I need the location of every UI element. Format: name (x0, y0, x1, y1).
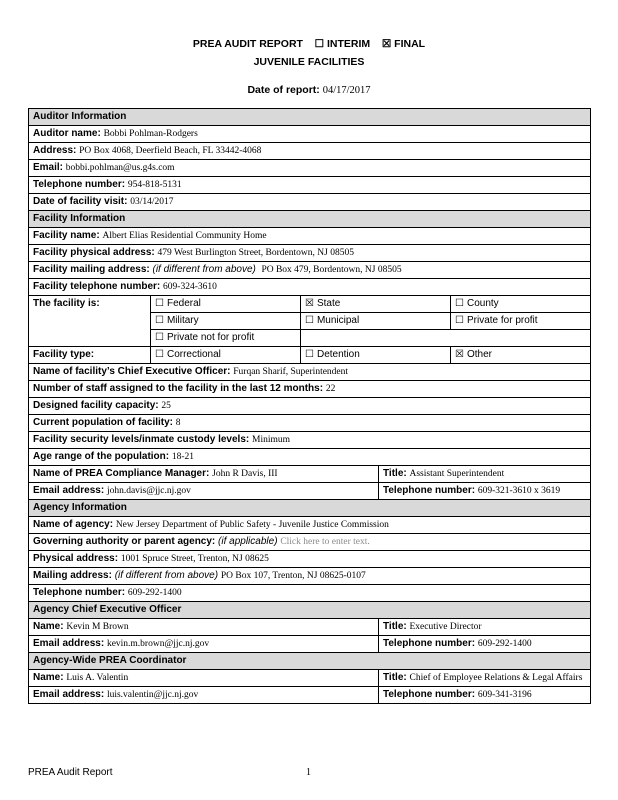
row-facility-ceo: Name of facility’s Chief Executive Officer: Furqan Sharif, Superintendent (29, 364, 591, 381)
coordinator-title-field[interactable]: Chief of Employee Relations & Legal Affairs (409, 673, 583, 683)
staff-count-field[interactable]: 22 (325, 384, 336, 394)
age-range-field[interactable]: 18-21 (171, 452, 195, 462)
row-pcm: Name of PREA Compliance Manager: John R Davis, III Title: Assistant Superintendent (29, 466, 591, 483)
row-age-range: Age range of the population: 18-21 (29, 449, 591, 466)
row-agency-physical: Physical address: 1001 Spruce Street, Trenton, NJ 08625 (29, 551, 591, 568)
row-agency-mailing: Mailing address: (if different from above) PO Box 107, Trenton, NJ 08625-0107 (29, 568, 591, 585)
ceo-name-field[interactable]: Kevin M Brown (66, 622, 129, 632)
row-auditor-phone: Telephone number: 954-818-5131 (29, 177, 591, 194)
pcm-phone-field[interactable]: 609-321-3610 x 3619 (477, 486, 561, 496)
row-auditor-email: Email: bobbi.pohlman@us.g4s.com (29, 160, 591, 177)
report-subtitle: JUVENILE FACILITIES (253, 56, 365, 68)
row-coordinator-contact: Email address: luis.valentin@jjc.nj.gov Telephone number: 609-341-3196 (29, 687, 591, 704)
private-not-for-profit-checkbox[interactable]: ☐ (155, 332, 164, 343)
auditor-phone-field[interactable]: 954-818-5131 (127, 180, 182, 190)
section-agency-ceo: Agency Chief Executive Officer (29, 602, 591, 619)
row-facility-physical: Facility physical address: 479 West Burlington Street, Bordentown, NJ 08505 (29, 245, 591, 262)
federal-checkbox[interactable]: ☐ (155, 298, 164, 309)
auditor-address-field[interactable]: PO Box 4068, Deerfield Beach, FL 33442-4068 (79, 146, 262, 156)
row-staff: Number of staff assigned to the facility in the last 12 months: 22 (29, 381, 591, 398)
pcm-title-field[interactable]: Assistant Superintendent (409, 469, 505, 479)
agency-name-field[interactable]: New Jersey Department of Public Safety - Juvenile Justice Commission (115, 520, 389, 530)
coordinator-phone-field[interactable]: 609-341-3196 (477, 690, 532, 700)
page-number: 1 (306, 767, 311, 778)
security-level-field[interactable]: Minimum (252, 435, 291, 445)
option-municipal[interactable]: ☐ Municipal (301, 313, 451, 330)
coordinator-email-field[interactable]: luis.valentin@jjc.nj.gov (106, 690, 199, 700)
agency-mailing-field[interactable]: PO Box 107, Trenton, NJ 08625-0107 (220, 571, 366, 581)
municipal-checkbox[interactable]: ☐ (305, 315, 314, 326)
option-correctional[interactable]: ☐ Correctional (151, 347, 301, 364)
row-agency-phone: Telephone number: 609-292-1400 (29, 585, 591, 602)
row-facility-name: Facility name: Albert Elias Residential Community Home (29, 228, 591, 245)
row-auditor-visit: Date of facility visit: 03/14/2017 (29, 194, 591, 211)
option-state[interactable]: ☒ State (301, 296, 451, 313)
auditor-email-field[interactable]: bobbi.pohlman@us.g4s.com (65, 163, 175, 173)
row-ceo-contact: Email address: kevin.m.brown@jjc.nj.gov Telephone number: 609-292-1400 (29, 636, 591, 653)
population-field[interactable]: 8 (175, 418, 181, 428)
facility-ceo-field[interactable]: Furqan Sharif, Superintendent (233, 367, 349, 377)
state-checkbox[interactable]: ☒ (305, 298, 314, 309)
row-facility-type: Facility type: ☐ Correctional ☐ Detention ☒ Other (29, 347, 591, 364)
ceo-phone-field[interactable]: 609-292-1400 (477, 639, 532, 649)
row-capacity: Designed facility capacity: 25 (29, 398, 591, 415)
military-checkbox[interactable]: ☐ (155, 315, 164, 326)
pcm-email-field[interactable]: john.davis@jjc.nj.gov (106, 486, 191, 496)
option-detention[interactable]: ☐ Detention (301, 347, 451, 364)
ceo-title-field[interactable]: Executive Director (409, 622, 482, 632)
correctional-checkbox[interactable]: ☐ (155, 349, 164, 360)
ceo-email-field[interactable]: kevin.m.brown@jjc.nj.gov (106, 639, 210, 649)
section-facility: Facility Information (29, 211, 591, 228)
detention-checkbox[interactable]: ☐ (305, 349, 314, 360)
option-other[interactable]: ☒ Other (451, 347, 591, 364)
private-for-profit-checkbox[interactable]: ☐ (455, 315, 464, 326)
other-checkbox[interactable]: ☒ (455, 349, 464, 360)
facility-name-field[interactable]: Albert Elias Residential Community Home (102, 231, 267, 241)
section-auditor: Auditor Information (29, 109, 591, 126)
facility-phone-field[interactable]: 609-324-3610 (163, 282, 217, 292)
report-date: Date of report: 04/17/2017 (247, 84, 371, 96)
footer-label: PREA Audit Report (28, 767, 113, 778)
row-population: Current population of facility: 8 (29, 415, 591, 432)
row-pcm-contact: Email address: john.davis@jjc.nj.gov Telephone number: 609-321-3610 x 3619 (29, 483, 591, 500)
row-governing: Governing authority or parent agency: (if applicable) Click here to enter text. (29, 534, 591, 551)
coordinator-name-field[interactable]: Luis A. Valentin (66, 673, 129, 683)
section-agency: Agency Information (29, 500, 591, 517)
governing-authority-field[interactable]: Click here to enter text. (280, 537, 370, 547)
row-facility-is-1: The facility is: ☐ Federal ☒ State ☐ County (29, 296, 591, 313)
option-county[interactable]: ☐ County (451, 296, 591, 313)
visit-date-field[interactable]: 03/14/2017 (130, 197, 174, 207)
interim-checkbox[interactable]: ☐ (314, 38, 325, 50)
option-private-for-profit[interactable]: ☐ Private for profit (451, 313, 591, 330)
pcm-name-field[interactable]: John R Davis, III (212, 469, 278, 479)
final-checkbox[interactable]: ☒ (381, 38, 392, 50)
row-security: Facility security levels/inmate custody levels: Minimum (29, 432, 591, 449)
facility-physical-field[interactable]: 479 West Burlington Street, Bordentown, NJ 08505 (157, 248, 354, 258)
row-facility-phone: Facility telephone number: 609-324-3610 (29, 279, 591, 296)
row-coordinator-name: Name: Luis A. Valentin Title: Chief of Employee Relations & Legal Affairs (29, 670, 591, 687)
option-private-not-for-profit[interactable]: ☐ Private not for profit (151, 330, 301, 347)
option-military[interactable]: ☐ Military (151, 313, 301, 330)
facility-mailing-field[interactable]: PO Box 479, Bordentown, NJ 08505 (261, 265, 402, 275)
row-facility-mailing: Facility mailing address: (if different from above) PO Box 479, Bordentown, NJ 08505 (29, 262, 591, 279)
capacity-field[interactable]: 25 (161, 401, 171, 411)
row-agency-name: Name of agency: New Jersey Department of Public Safety - Juvenile Justice Commission (29, 517, 591, 534)
audit-form-table (28, 108, 591, 704)
auditor-name-field[interactable]: Bobbi Pohlman-Rodgers (103, 129, 198, 139)
row-ceo-name: Name: Kevin M Brown Title: Executive Director (29, 619, 591, 636)
report-title: PREA AUDIT REPORT ☐ INTERIM ☒ FINAL (192, 38, 426, 50)
row-auditor-name: Auditor name: Bobbi Pohlman-Rodgers (29, 126, 591, 143)
agency-phone-field[interactable]: 609-292-1400 (127, 588, 182, 598)
agency-physical-field[interactable]: 1001 Spruce Street, Trenton, NJ 08625 (120, 554, 269, 564)
county-checkbox[interactable]: ☐ (455, 298, 464, 309)
row-auditor-address: Address: PO Box 4068, Deerfield Beach, FL 33442-4068 (29, 143, 591, 160)
section-coordinator: Agency-Wide PREA Coordinator (29, 653, 591, 670)
option-federal[interactable]: ☐ Federal (151, 296, 301, 313)
